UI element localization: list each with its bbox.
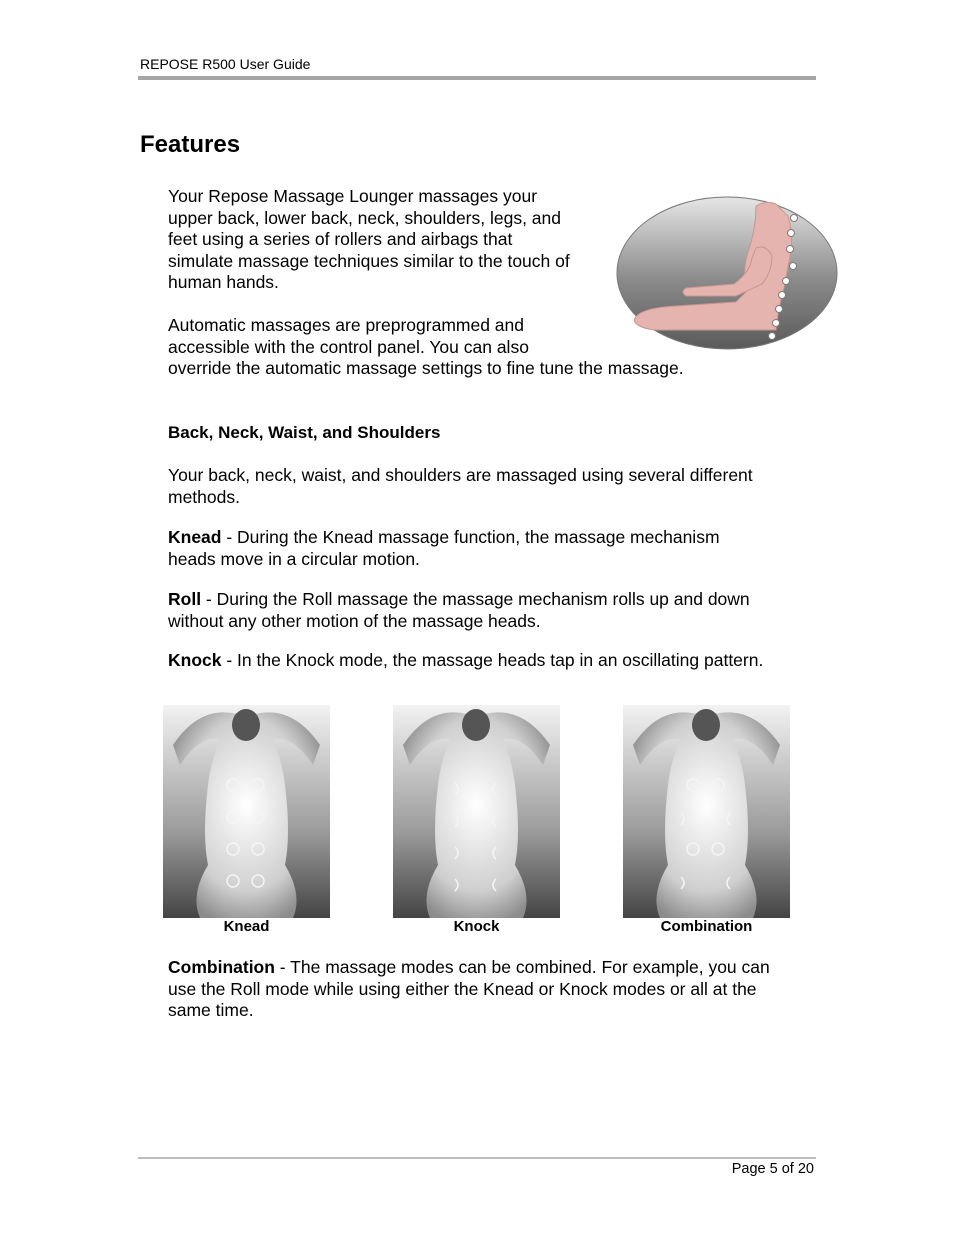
knock-caption: Knock <box>453 918 500 935</box>
knock-paragraph: Knock - In the Knock mode, the massage heads tap in an oscillating pattern. <box>168 650 764 670</box>
lounger-illustration <box>616 196 838 350</box>
knead-caption: Knead <box>223 918 270 935</box>
roll-paragraph: Roll - During the Roll massage the massage mechanism rolls up and down without any other motion of the massage heads. <box>168 589 750 631</box>
intro-paragraph-2: Automatic massages are preprogrammed and accessible with the control panel. You can also override the automatic massage settings to fine tune the massage. <box>168 315 684 378</box>
knead-back-photo <box>163 705 330 918</box>
combination-term: Combination <box>168 957 275 977</box>
combination-paragraph: Combination - The massage modes can be combined. For example, you can use the Roll mode while using either the Knead or Knock modes or all at the same time. <box>168 957 770 1020</box>
knock-term: Knock <box>168 650 222 670</box>
header-divider <box>138 76 816 80</box>
knead-paragraph: Knead - During the Knead massage function, the massage mechanism heads move in a circular motion. <box>168 527 720 569</box>
footer-divider <box>138 1157 816 1159</box>
section-intro: Your back, neck, waist, and shoulders are massaged using several different methods. <box>168 465 753 507</box>
intro-paragraph-1: Your Repose Massage Lounger massages your upper back, lower back, neck, shoulders, legs, and feet using a series of rollers and airbags that simulate massage techniques similar to the touch of human hands. <box>168 186 570 292</box>
knock-back-photo <box>393 705 560 918</box>
running-header: REPOSE R500 User Guide <box>140 56 311 72</box>
page-title: Features <box>140 131 241 158</box>
knead-term: Knead <box>168 527 222 547</box>
section-heading: Back, Neck, Waist, and Shoulders <box>168 423 441 442</box>
roll-term: Roll <box>168 589 202 609</box>
combination-caption: Combination <box>660 918 753 935</box>
combination-back-photo <box>623 705 790 918</box>
page-number: Page 5 of 20 <box>731 1161 814 1177</box>
